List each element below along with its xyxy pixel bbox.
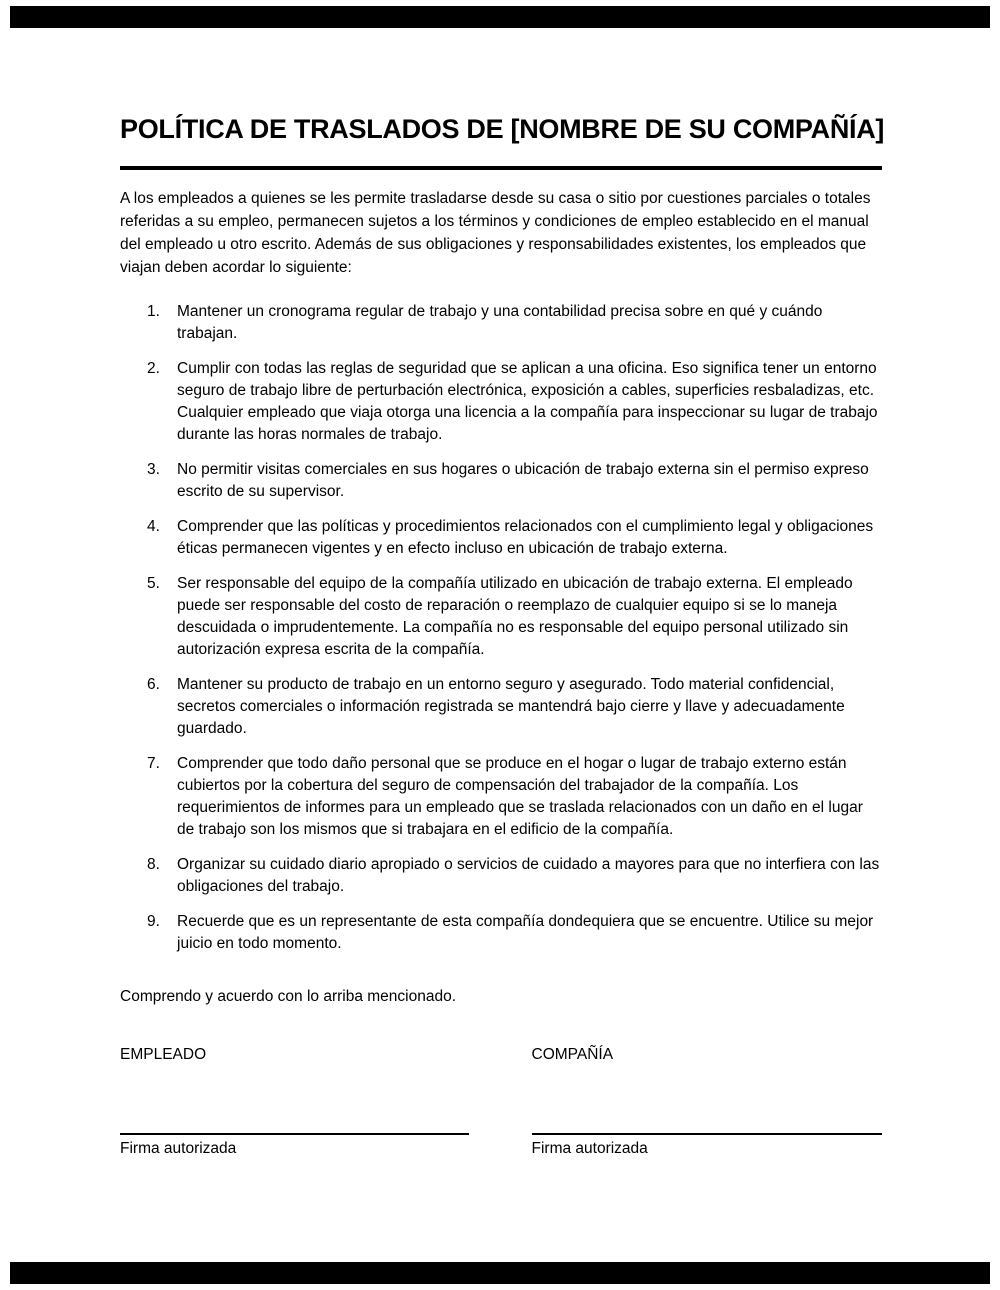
item-text: No permitir visitas comerciales en sus hogares o ubicación de trabajo externa sin el permiso expreso escrito de su supervisor.: [177, 461, 869, 500]
item-text: Cumplir con todas las reglas de seguridad que se aplican a una oficina. Eso significa tener un entorno seguro de trabajo libre de perturbación electrónica, exposición a cables, superficies resbaladizas, etc. Cualquier empleado que viaja otorga una licencia a la compañía para inspeccionar su lugar de trabajo durante las horas normales de trabajo.: [177, 360, 878, 443]
footer-bar: [10, 1262, 990, 1284]
signature-block-employee: [120, 1045, 469, 1159]
policy-item: [120, 573, 882, 661]
policy-item: [120, 301, 882, 345]
policy-list: [120, 301, 882, 955]
signature-section: [120, 1045, 882, 1159]
intro-paragraph: A los empleados a quienes se les permite trasladarse desde su casa o sitio por cuestiones parciales o totales referidas a su empleo, permanecen sujetos a los términos y condiciones de empleo establecido en el manual del empleado u otro escrito. Además de sus obligaciones y responsabilidades existentes, los empleados que viajan deben acordar lo siguiente:: [120, 190, 871, 276]
item-number: 3.: [147, 461, 160, 478]
signature-caption: Firma autorizada: [120, 1140, 237, 1157]
item-number: 7.: [147, 755, 160, 772]
item-number: 2.: [147, 360, 160, 377]
signature-party-label: COMPAÑÍA: [531, 1046, 614, 1063]
item-number: 4.: [147, 518, 160, 535]
item-number: 1.: [147, 303, 160, 320]
title-rule: [120, 166, 882, 170]
signature-party-label: EMPLEADO: [120, 1046, 207, 1063]
policy-item: [120, 753, 882, 841]
item-text: Comprender que las políticas y procedimientos relacionados con el cumplimiento legal y obligaciones éticas permanecen vigentes y en efecto incluso en ubicación de trabajo externa.: [177, 518, 874, 557]
item-text: Recuerde que es un representante de esta compañía dondequiera que se encuentre. Utilice su mejor juicio en todo momento.: [177, 913, 874, 952]
item-text: Ser responsable del equipo de la compañía utilizado en ubicación de trabajo externa. El empleado puede ser responsable del costo de reparación o reemplazo de cualquier equipo si se lo maneja descuidada o imprudentemente. La compañía no es responsable del equipo personal utilizado sin autorización expresa escrita de la compañía.: [177, 575, 853, 658]
item-text: Organizar su cuidado diario apropiado o servicios de cuidado a mayores para que no interfiera con las obligaciones del trabajo.: [177, 856, 880, 895]
signature-block-company: [532, 1045, 883, 1159]
policy-item: [120, 358, 882, 446]
page-title: POLÍTICA DE TRASLADOS DE [NOMBRE DE SU COMPAÑÍA]: [120, 114, 885, 144]
signature-caption: Firma autorizada: [531, 1140, 648, 1157]
policy-item: [120, 516, 882, 560]
item-text: Comprender que todo daño personal que se produce en el hogar o lugar de trabajo externo están cubiertos por la cobertura del seguro de compensación del trabajador de la compañía. Los requerimientos de informes para un empleado que se traslada relacionados con un daño en el lugar de trabajo son los mismos que si trabajara en el edificio de la compañía.: [177, 755, 863, 838]
item-text: Mantener su producto de trabajo en un entorno seguro y asegurado. Todo material confidencial, secretos comerciales o información registrada se mantendrá bajo cierre y llave y adecuadamente guardado.: [177, 676, 845, 737]
item-number: 8.: [147, 856, 160, 873]
item-number: 9.: [147, 913, 160, 930]
item-text: Mantener un cronograma regular de trabajo y una contabilidad precisa sobre en qué y cuándo trabajan.: [177, 303, 823, 342]
policy-item: [120, 854, 882, 898]
policy-item: [120, 911, 882, 955]
item-number: 6.: [147, 676, 160, 693]
item-number: 5.: [147, 575, 160, 592]
policy-item: [120, 674, 882, 740]
document-content: [120, 0, 885, 1159]
policy-item: [120, 459, 882, 503]
acknowledgement-text: Comprendo y acuerdo con lo arriba mencionado.: [120, 988, 457, 1005]
